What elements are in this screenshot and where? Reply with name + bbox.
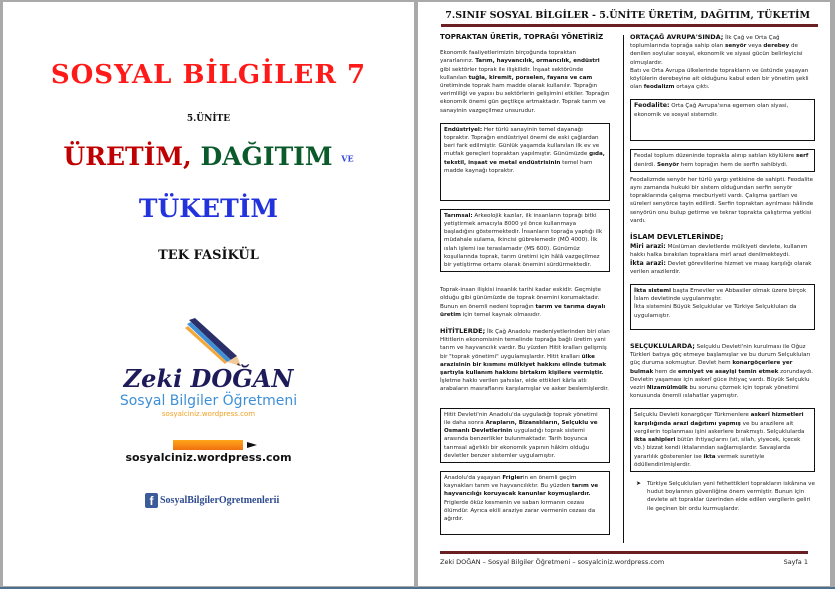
intro-paragraph: Ekonomik faaliyetlerimizin birçoğunda topraktan yararlanırız. Tarım, hayvancılık, ormancılık, endüstri gibi sektörler toprak ile ilişkilidir. İnşaat sektöründe kullanılan tuğla, kiremit, porselen, fayans ve cam üretiminde toprak ham madde olarak kullanılır. Toprağın verimliliği ve yapısı bu sektörlerin gelişimini etkiler. Toprağın ekonomik önemi gün geçtikçe artmaktadır. Toprak tarım ve sanayinin vazgeçilmez unsurudur. xyxy=(440,50,610,114)
word-and: VE xyxy=(341,153,354,164)
ikta-system-box: İkta sistemi başta Emeviler ve Abbasiler olmak üzere birçok İslam devletinde uygulanmıştır. İkta sistemini Büyük Selçuklular ve Türkiye Selçukluları da uygulamıştır. xyxy=(630,284,815,330)
bullet-text: Türkiye Selçukluları yeni fethettikleri toprakların iskânına ve hudut boylarının güvenliğine önem vermiştir. Bunun için devlete ait topraklar üzerinden elde edilen vergilerin geliri ile geçinen bir ordu kurmuşlardır. xyxy=(647,480,815,512)
facebook-link[interactable] xyxy=(145,493,279,508)
header-rule xyxy=(441,24,818,27)
content-page xyxy=(418,2,830,586)
phrygians-box: Anadolu'da yaşayan Friglerin en önemli geçim kaynakları tarım ve hayvancılıktır. Bu yüzden tarım ve hayvancılığı koruyacak kanunlar koymuşlardır. Friglerde öküz kesmenin ve saban kırmanın cezası ölümdür. Ayrıca ekili araziye zarar vermenin cezası da ağırdır. xyxy=(440,471,610,535)
section-heading: TOPRAKTAN ÜRETİR, TOPRAĞI YÖNETİRİZ xyxy=(440,33,604,41)
facebook-page-name: SosyalBilgilerOgretmenlerii xyxy=(160,495,280,506)
footer-rule xyxy=(440,551,808,554)
pencil-logo-icon xyxy=(185,318,245,368)
website-link[interactable]: sosyalciniz.wordpress.com xyxy=(125,451,292,464)
bullet-item xyxy=(630,480,815,513)
author-name: Zeki DOĞAN xyxy=(123,364,294,393)
miri-paragraph: Miri arazi: Müslüman devletlerde mülkiyeti devlete, kullanım hakkı halka bırakılan topraklara mirî arazi denilmekteydi. xyxy=(630,243,808,259)
right-column xyxy=(630,33,815,513)
fascicle-label: TEK FASİKÜL xyxy=(158,248,259,263)
pencil-tip-icon xyxy=(247,442,257,448)
industrial-box: Endüstriyel: Her türlü sanayinin temel dayanağı topraktır. Toprağın endüstriyel önemi de eski çağlardan beri fark edilmiştir. Günlük yaşamda kullanılan ilk ev ve mutfak gereçleri topraktan yapılmıştır. Günümüzde gıda, tekstil, inşaat ve metal endüstrisinin temel ham madde kaynağı topraktır. xyxy=(440,123,610,201)
word-consumption: TÜKETİM xyxy=(138,194,279,223)
medieval-paragraph: ORTAÇAĞ AVRUPA'SINDA; İlk Çağ ve Orta Çağ toplumlarında toprağa sahip olan senyör veya derebey de denilen soylular sosyal, ekonomik ve siyasi gücün belirleyicisi olmuşlardır. Batı ve Orta Avrupa ülkelerinde toprakların ve üstünde yaşayan köylülerin derebeyine ait olduğunu kabul eden bir yönetim şekli olan feodalizm ortaya çıktı. xyxy=(630,33,809,91)
author-website-small: sosyalciniz.wordpress.com xyxy=(161,410,256,418)
soil-human-paragraph: Toprak-insan ilişkisi insanlık tarihi kadar eskidir. Geçmişte olduğu gibi günümüzde de toprak önemini korumaktadır. Bunun en önemli nedeni toprağın tarım ve tarıma dayalı üretim için temel kaynak olmasıdır. xyxy=(440,287,606,318)
serf-box: Feodal toplum düzeninde toprakla alınıp satılan köylülere serf denirdi. Senyör hem toprağın hem de serfin sahibiydi. xyxy=(630,149,815,171)
hittites-paragraph: HİTİTLERDE; İlk Çağ Anadolu medeniyetlerinden biri olan Hititlerin ekonomisinin temelinde toprağa bağlı üretim yani tarım ve hayvancılık vardır. Bu yüzden Hitit kralları gelişmiş bir "toprak yönetimi" uygulamışlardır. Hitit kralları ülke arazisinin bir kısmını mülkiyet hakkını elinde tutmak şartıyla kullanım hakkını birtakım kişilere vermiştir. İşletme hakkı verilen şahıslar, elde ettikleri kârla atlı arabaların masraflarını karşılamışlar ve asker beslemişlerdir. xyxy=(440,327,610,393)
pencil-banner-icon xyxy=(173,440,243,450)
page-header: 7.SINIF SOSYAL BİLGİLER - 5.ÜNİTE ÜRETİM, DAĞITIM, TÜKETİM xyxy=(445,10,810,21)
agricultural-box: Tarımsal: Arkeolojik kazılar, ilk insanların toprağı bitki yetiştirmek amacıyla 8000 yıl önce kullanmaya başladığını göstermektedir. İnsanların toprağa yaptığı ilk müdahale sulama, ikincisi gübrelemedir (MÖ 4000). İlk ıslah işlemi ise teraslamadır (MS 600). Günümüz koşullarında toprak, tarım üretimi için hâlâ vazgeçilmez bir yetiştirme ortamı olarak önemini sürdürmektedir. xyxy=(440,209,610,272)
hittite-state-box: Hitit Devleti'nin Anadolu'da uyguladığı toprak yönetimi ile daha sonra Arapların, Bizanslıların, Selçuklu ve Osmanlı Devletlerinin uyguladığı toprak sistemi arasında benzerlikler bulunmaktadır. Tarih boyunca tarımsal ağırlıklı bir ekonomik yapının hâkim olduğu devletler benzer sistemler uygulamıştır. xyxy=(440,408,610,463)
feudalism-paragraph: Feodalizmde senyör her türlü yargı yetkisine de sahipti. Feodalite aynı zamanda hukuki bir sistem olduğundan serfin senyör topraklarında çalışma mecburiyeti vardı. Çalışma şartları ve süreleri senyörce tayin edilirdi. Serfin topraktan ayrılması hâlinde senyörün onu bulup getirme ve tekrar toprakta çalıştırma yetkisi vardı. xyxy=(630,176,814,224)
cover-title: SOSYAL BİLGİLER 7 xyxy=(50,60,367,90)
facebook-icon: f xyxy=(145,493,158,508)
unit-label: 5.ÜNİTE xyxy=(186,114,231,124)
cover-subtitle-line1 xyxy=(3,142,414,171)
ikta-paragraph: İkta arazi: Devlet görevlilerine hizmet ve maaş karşılığı olarak verilen arazilerdir. xyxy=(630,259,812,275)
left-column xyxy=(440,33,610,543)
cover-page xyxy=(3,2,414,586)
word-production: ÜRETİM, xyxy=(63,142,192,171)
islamic-states-heading: İSLAM DEVLETLERİNDE; xyxy=(630,233,724,242)
footer-author: Zeki DOĞAN – Sosyal Bilgiler Öğretmeni – sosyalciniz.wordpress.com xyxy=(440,558,665,566)
author-role: Sosyal Bilgiler Öğretmeni xyxy=(119,393,298,409)
seljuk-state-box: Selçuklu Devleti konargöçer Türkmenlere askerî hizmetleri karşılığında arazi dağıtımı yapmış ve bu arazilere ait vergilerin toplanması işini askerlere bırakmıştı. Selçuklularda ikta sahipleri bütün ihtiyaçlarını (at, silah, yiyecek, içecek vb.) bizzat kendi iktalarından sağlamışlardır. Savaşlarda yararlılık gösterenler ise ikta vermek suretiyle ödüllendirilmişlerdir. xyxy=(630,408,815,471)
feudalite-box: Feodalite: Orta Çağ Avrupa'sına egemen olan siyasi, ekonomik ve sosyal sistemdir. xyxy=(630,99,815,141)
arrow-bullet-icon: ➤ xyxy=(636,479,642,487)
page-number: Sayfa 1 xyxy=(783,558,808,566)
seljuks-paragraph: SELÇUKLULARDA; Selçuklu Devleti'nin kurulması ile Oğuz Türkleri batıya göç etmeye başlamışlar ve bu durum Selçukluları güç duruma sokmuştur. Devlet hem konargöçerlere yer bulmak hem de emniyet ve asayişi temin etmek zorundaydı. Devletin yaşaması için askerî güce ihtiyaç vardı. Büyük Selçuklu veziri Nizamülmülk bu sorunu çözmek için toprak yönetimi konusunda önemli ıslahatlar yapmıştır. xyxy=(630,342,814,400)
column-divider xyxy=(623,35,624,543)
word-distribution: DAĞITIM xyxy=(200,142,333,171)
